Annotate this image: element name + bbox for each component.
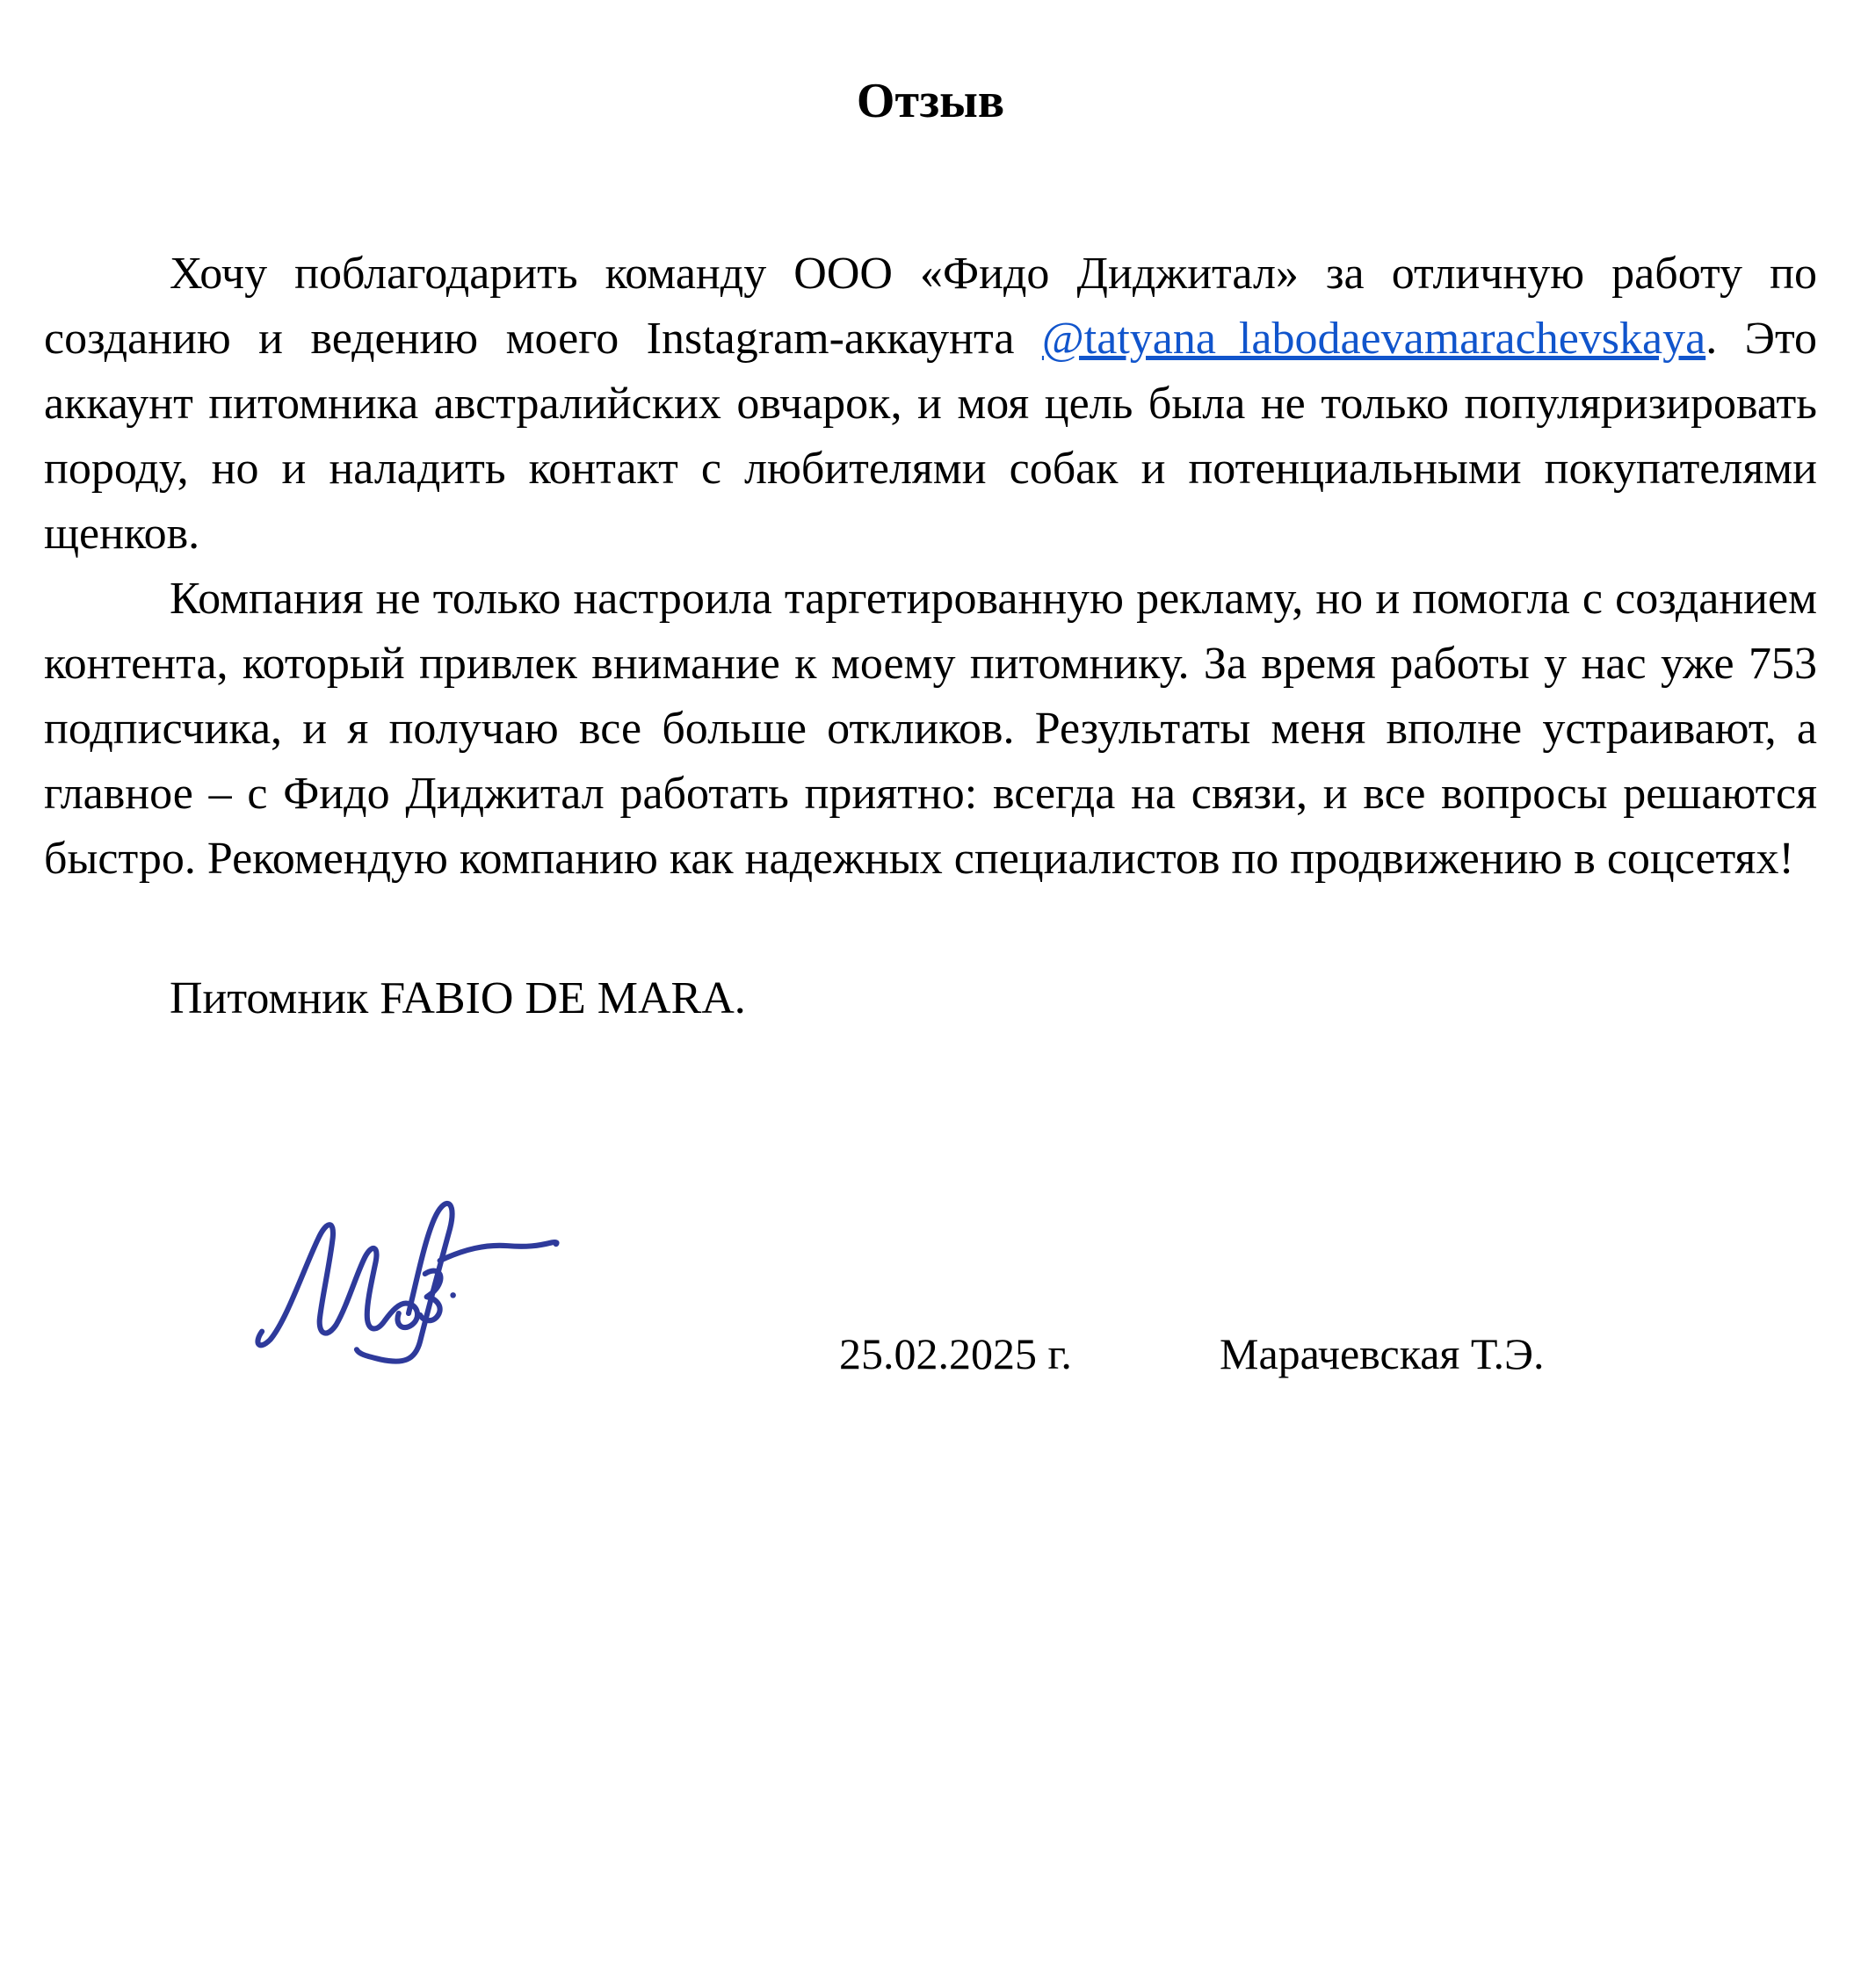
- paragraph-1-before-link: Хочу поблагодарить команду ООО «Фидо Диджитал» за отличную работу по созданию и ведению моего Instagram-аккаунта: [44, 249, 1817, 365]
- signer-name-text: Марачевская Т.Э.: [1220, 1329, 1545, 1378]
- document-body: [44, 242, 1817, 892]
- paragraph-1: [44, 242, 1817, 567]
- paragraph-1-after-link: . Это аккаунт питомника австралийских овчарок, и моя цель была не только популяризировать породу, но и наладить контакт с любителями собак и потенциальными покупателями щенков.: [44, 314, 1818, 560]
- instagram-account-link[interactable]: @tatyana_labodaevamarachevskaya: [1041, 314, 1706, 365]
- date-text: 25.02.2025 г.: [839, 1329, 1072, 1378]
- paragraph-2: Компания не только настроила таргетированную рекламу, но и помогла с созданием контента, который привлек внимание к моему питомнику. За время работы у нас уже 753 подписчика, и я получаю все больше откликов. Результаты меня вполне устраивают, а главное – с Фидо Диджитал работать приятно: всегда на связи, и все вопросы решаются быстро. Рекомендую компанию как надежных специалистов по продвижению в соцсетях!: [44, 574, 1817, 885]
- handwritten-signature-icon: [180, 1168, 584, 1366]
- page-title: Отзыв: [856, 74, 1005, 128]
- kennel-name-line: Питомник FABIO DE MARA.: [170, 973, 746, 1023]
- signature-image: [180, 1168, 584, 1366]
